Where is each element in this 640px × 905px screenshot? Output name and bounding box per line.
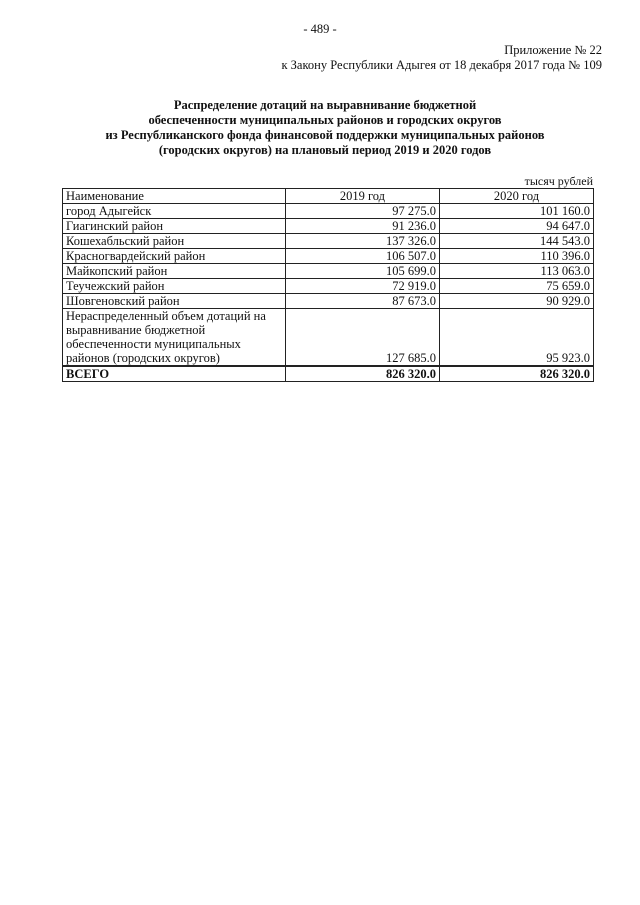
row-2019: 87 673.0 xyxy=(285,294,439,309)
total-2020: 826 320.0 xyxy=(439,366,593,382)
row-2020: 113 063.0 xyxy=(439,264,593,279)
page-number: - 489 - xyxy=(303,22,337,36)
row-2019: 106 507.0 xyxy=(285,249,439,264)
row-2020: 94 647.0 xyxy=(439,219,593,234)
table-row xyxy=(63,279,594,294)
row-2020: 101 160.0 xyxy=(439,204,593,219)
title-line-3: из Республиканского фонда финансовой поддержки муниципальных районов xyxy=(105,128,545,142)
row-2020: 110 396.0 xyxy=(439,249,593,264)
row-name: Красногвардейский район xyxy=(63,249,286,264)
row-name: Шовгеновский район xyxy=(63,294,286,309)
table-row xyxy=(63,204,594,219)
total-row xyxy=(63,366,594,382)
undistributed-name-line: Нераспределенный объем дотаций на xyxy=(66,309,266,323)
row-2020: 75 659.0 xyxy=(439,279,593,294)
row-name: Гиагинский район xyxy=(63,219,286,234)
header-name: Наименование xyxy=(63,189,286,204)
row-name: Майкопский район xyxy=(63,264,286,279)
title-line-4: (городских округов) на плановый период 2019 и 2020 годов xyxy=(158,143,492,157)
appendix-number: Приложение № 22 xyxy=(504,43,602,57)
document-title xyxy=(60,98,590,158)
row-name: Кошехабльский район xyxy=(63,234,286,249)
undistributed-row xyxy=(63,309,594,367)
row-2019: 72 919.0 xyxy=(285,279,439,294)
undistributed-name xyxy=(63,309,286,367)
row-2019: 137 326.0 xyxy=(285,234,439,249)
row-name: город Адыгейск xyxy=(63,204,286,219)
row-2020: 90 929.0 xyxy=(439,294,593,309)
row-2019: 97 275.0 xyxy=(285,204,439,219)
row-2019: 91 236.0 xyxy=(285,219,439,234)
title-line-1: Распределение дотаций на выравнивание бюджетной xyxy=(173,98,477,112)
undistributed-name-line: обеспеченности муниципальных xyxy=(66,337,241,351)
table-row xyxy=(63,234,594,249)
header-2020: 2020 год xyxy=(439,189,593,204)
row-2019: 105 699.0 xyxy=(285,264,439,279)
row-name: Теучежский район xyxy=(63,279,286,294)
table-row xyxy=(63,219,594,234)
appendix-law-reference: к Закону Республики Адыгея от 18 декабря 2017 года № 109 xyxy=(281,58,602,72)
table-row xyxy=(63,294,594,309)
row-2020: 144 543.0 xyxy=(439,234,593,249)
table-row xyxy=(63,249,594,264)
undistributed-2019: 127 685.0 xyxy=(285,309,439,367)
undistributed-name-line: выравнивание бюджетной xyxy=(66,323,206,337)
title-line-2: обеспеченности муниципальных районов и городских округов xyxy=(148,113,502,127)
total-2019: 826 320.0 xyxy=(285,366,439,382)
table-header-row xyxy=(63,189,594,204)
subsidy-table xyxy=(62,188,594,382)
header-2019: 2019 год xyxy=(285,189,439,204)
table-row xyxy=(63,264,594,279)
undistributed-name-line: районов (городских округов) xyxy=(66,351,220,365)
total-label: ВСЕГО xyxy=(63,366,286,382)
undistributed-2020: 95 923.0 xyxy=(439,309,593,367)
units-label: тысяч рублей xyxy=(524,174,593,188)
